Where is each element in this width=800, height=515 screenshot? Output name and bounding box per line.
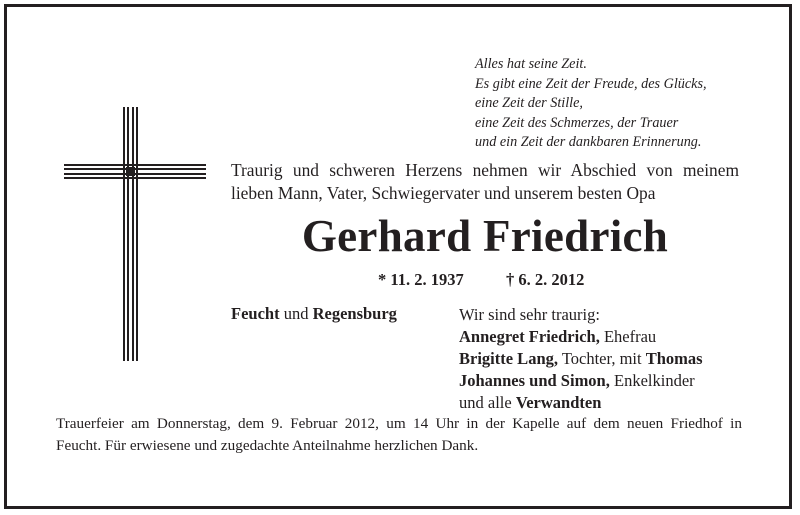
intro-line-1: Traurig und schweren Herzens nehmen wir Abschied von meinem	[231, 160, 739, 180]
funeral-info	[56, 413, 742, 457]
mourners-list	[459, 304, 703, 414]
poem-line: und ein Zeit der dankbaren Erinnerung.	[475, 134, 702, 150]
mourner-line	[459, 370, 703, 392]
mourner-relation: Tochter, mit	[558, 349, 646, 368]
poem	[475, 55, 707, 153]
poem-line: Alles hat seine Zeit.	[475, 56, 587, 72]
funeral-info-line-1: Trauerfeier am Donnerstag, dem 9. Februar 2012, um 14 Uhr in der Kapelle auf dem neuen Friedhof in	[56, 415, 742, 432]
mourners-intro: Wir sind sehr traurig:	[459, 305, 600, 324]
mourner-name: Thomas	[645, 349, 703, 368]
places	[231, 304, 397, 324]
death-date: † 6. 2. 2012	[506, 270, 585, 289]
mourner-relation: Ehefrau	[599, 327, 657, 346]
mourner-line	[459, 392, 703, 414]
place-connector: und	[279, 304, 313, 323]
poem-line: eine Zeit des Schmerzes, der Trauer	[475, 114, 679, 131]
poem-line: Es gibt eine Zeit der Freude, des Glücks,	[475, 75, 707, 92]
intro-text	[231, 159, 739, 205]
mourner-name: Brigitte Lang,	[459, 349, 558, 368]
poem-line: eine Zeit der Stille,	[475, 95, 583, 111]
deceased-name: Gerhard Friedrich	[301, 211, 669, 261]
mourner-prefix: und alle	[459, 393, 516, 412]
funeral-info-line-2: Feucht. Für erwiesene und zugedachte Anteilnahme herzlichen Dank.	[56, 437, 479, 454]
place-regensburg: Regensburg	[312, 304, 397, 323]
cross-icon	[64, 107, 206, 361]
birth-date: * 11. 2. 1937	[378, 270, 464, 289]
intro-line-2: lieben Mann, Vater, Schwiegervater und unserem besten Opa	[231, 183, 656, 203]
mourner-name: Johannes und Simon,	[459, 371, 610, 390]
place-feucht: Feucht	[231, 304, 280, 323]
mourner-name: Annegret Friedrich,	[459, 327, 600, 346]
mourner-relation: Enkelkinder	[609, 371, 695, 390]
mourner-line	[459, 348, 703, 370]
mourner-name: Verwandten	[515, 393, 602, 412]
mourner-line	[459, 326, 703, 348]
